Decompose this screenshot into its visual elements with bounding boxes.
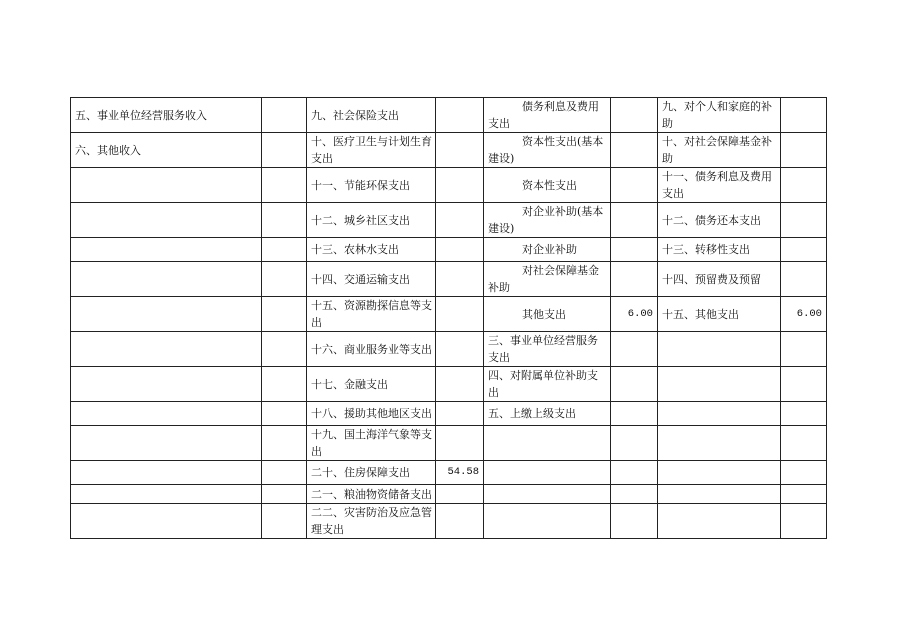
expense-detail-item-cell: 其他支出: [484, 297, 611, 332]
expense-detail-item-cell: 债务利息及费用支出: [484, 98, 611, 133]
income-amount-cell: [262, 98, 307, 133]
expense-category-amount-cell: [781, 133, 827, 168]
expense-category-amount-cell: [781, 203, 827, 238]
expense-detail-amount-cell: [611, 461, 658, 485]
expense-category-amount-cell: [781, 332, 827, 367]
expense-category-item-cell: 十一、债务利息及费用支出: [658, 168, 781, 203]
expense-amount-cell: [436, 402, 484, 426]
expense-item-cell: 二十、住房保障支出: [307, 461, 436, 485]
expense-detail-amount-cell: [611, 504, 658, 539]
income-amount-cell: [262, 332, 307, 367]
income-item-cell: [71, 203, 262, 238]
expense-category-amount-cell: 6.00: [781, 297, 827, 332]
expense-detail-item-cell: 对企业补助: [484, 238, 611, 262]
expense-detail-amount-cell: [611, 168, 658, 203]
expense-category-item-cell: 十五、其他支出: [658, 297, 781, 332]
expense-item-cell: 十、医疗卫生与计划生育支出: [307, 133, 436, 168]
table-row: [71, 133, 827, 168]
expense-category-item-cell: 十四、预留费及预留: [658, 262, 781, 297]
expense-detail-amount-cell: [611, 133, 658, 168]
expense-detail-amount-cell: [611, 238, 658, 262]
expense-amount-cell: 54.58: [436, 461, 484, 485]
table-row: [71, 426, 827, 461]
income-item-cell: [71, 367, 262, 402]
expense-detail-amount-cell: [611, 332, 658, 367]
table-row: [71, 168, 827, 203]
expense-item-cell: 十五、资源勘探信息等支出: [307, 297, 436, 332]
expense-item-cell: 十一、节能环保支出: [307, 168, 436, 203]
income-item-cell: [71, 297, 262, 332]
expense-detail-amount-cell: [611, 426, 658, 461]
income-item-cell: [71, 402, 262, 426]
income-amount-cell: [262, 402, 307, 426]
expense-amount-cell: [436, 98, 484, 133]
expense-category-item-cell: [658, 504, 781, 539]
expense-detail-amount-cell: [611, 98, 658, 133]
expense-detail-item-cell: [484, 485, 611, 504]
income-amount-cell: [262, 262, 307, 297]
expense-amount-cell: [436, 485, 484, 504]
income-amount-cell: [262, 504, 307, 539]
table-row: [71, 367, 827, 402]
income-item-cell: [71, 426, 262, 461]
expense-category-amount-cell: [781, 238, 827, 262]
expense-detail-item-cell: 资本性支出: [484, 168, 611, 203]
table-row: [71, 203, 827, 238]
expense-item-cell: 十三、农林水支出: [307, 238, 436, 262]
expense-category-item-cell: [658, 426, 781, 461]
income-amount-cell: [262, 485, 307, 504]
income-amount-cell: [262, 367, 307, 402]
expense-amount-cell: [436, 504, 484, 539]
expense-category-amount-cell: [781, 461, 827, 485]
expense-category-amount-cell: [781, 262, 827, 297]
expense-category-item-cell: [658, 402, 781, 426]
expense-detail-amount-cell: 6.00: [611, 297, 658, 332]
expense-category-amount-cell: [781, 98, 827, 133]
expense-detail-item-cell: 对企业补助(基本建设): [484, 203, 611, 238]
income-amount-cell: [262, 426, 307, 461]
table-row: [71, 461, 827, 485]
table-row: [71, 485, 827, 504]
table-row: [71, 238, 827, 262]
expense-amount-cell: [436, 332, 484, 367]
expense-category-item-cell: 九、对个人和家庭的补助: [658, 98, 781, 133]
expense-category-amount-cell: [781, 504, 827, 539]
expense-item-cell: 九、社会保险支出: [307, 98, 436, 133]
expense-category-item-cell: [658, 461, 781, 485]
expense-amount-cell: [436, 168, 484, 203]
table-row: [71, 332, 827, 367]
expense-category-amount-cell: [781, 426, 827, 461]
expense-detail-amount-cell: [611, 402, 658, 426]
income-amount-cell: [262, 168, 307, 203]
expense-item-cell: 二二、灾害防治及应急管理支出: [307, 504, 436, 539]
expense-item-cell: 十七、金融支出: [307, 367, 436, 402]
income-amount-cell: [262, 238, 307, 262]
expense-detail-item-cell: [484, 461, 611, 485]
expense-category-item-cell: 十、对社会保障基金补助: [658, 133, 781, 168]
income-amount-cell: [262, 133, 307, 168]
expense-detail-item-cell: 四、对附属单位补助支出: [484, 367, 611, 402]
expense-detail-amount-cell: [611, 485, 658, 504]
expense-category-amount-cell: [781, 485, 827, 504]
table-row: [71, 504, 827, 539]
expense-category-amount-cell: [781, 402, 827, 426]
expense-amount-cell: [436, 262, 484, 297]
table-row: [71, 402, 827, 426]
expense-detail-amount-cell: [611, 203, 658, 238]
expense-detail-item-cell: 五、上缴上级支出: [484, 402, 611, 426]
table-row: [71, 262, 827, 297]
expense-amount-cell: [436, 367, 484, 402]
table-body: [71, 98, 827, 539]
expense-item-cell: 十六、商业服务业等支出: [307, 332, 436, 367]
expense-detail-item-cell: [484, 426, 611, 461]
income-amount-cell: [262, 461, 307, 485]
income-amount-cell: [262, 297, 307, 332]
expense-detail-amount-cell: [611, 367, 658, 402]
expense-amount-cell: [436, 238, 484, 262]
expense-category-amount-cell: [781, 367, 827, 402]
expense-item-cell: 十九、国土海洋气象等支出: [307, 426, 436, 461]
expense-category-item-cell: 十二、债务还本支出: [658, 203, 781, 238]
expense-detail-item-cell: 资本性支出(基本建设): [484, 133, 611, 168]
expense-amount-cell: [436, 297, 484, 332]
income-item-cell: [71, 504, 262, 539]
expense-detail-item-cell: 三、事业单位经营服务支出: [484, 332, 611, 367]
expense-amount-cell: [436, 203, 484, 238]
expense-item-cell: 二一、粮油物资储备支出: [307, 485, 436, 504]
expense-category-amount-cell: [781, 168, 827, 203]
income-item-cell: [71, 168, 262, 203]
income-item-cell: [71, 332, 262, 367]
expense-category-item-cell: [658, 485, 781, 504]
expense-detail-amount-cell: [611, 262, 658, 297]
table-row: [71, 98, 827, 133]
income-item-cell: 五、事业单位经营服务收入: [71, 98, 262, 133]
income-item-cell: [71, 485, 262, 504]
expense-item-cell: 十二、城乡社区支出: [307, 203, 436, 238]
expense-item-cell: 十四、交通运输支出: [307, 262, 436, 297]
expense-category-item-cell: [658, 367, 781, 402]
income-amount-cell: [262, 203, 307, 238]
budget-table: [70, 97, 827, 539]
expense-detail-item-cell: [484, 504, 611, 539]
income-item-cell: [71, 262, 262, 297]
expense-amount-cell: [436, 133, 484, 168]
expense-category-item-cell: 十三、转移性支出: [658, 238, 781, 262]
table-row: [71, 297, 827, 332]
income-item-cell: 六、其他收入: [71, 133, 262, 168]
expense-category-item-cell: [658, 332, 781, 367]
income-item-cell: [71, 461, 262, 485]
expense-amount-cell: [436, 426, 484, 461]
income-item-cell: [71, 238, 262, 262]
expense-item-cell: 十八、援助其他地区支出: [307, 402, 436, 426]
expense-detail-item-cell: 对社会保障基金补助: [484, 262, 611, 297]
